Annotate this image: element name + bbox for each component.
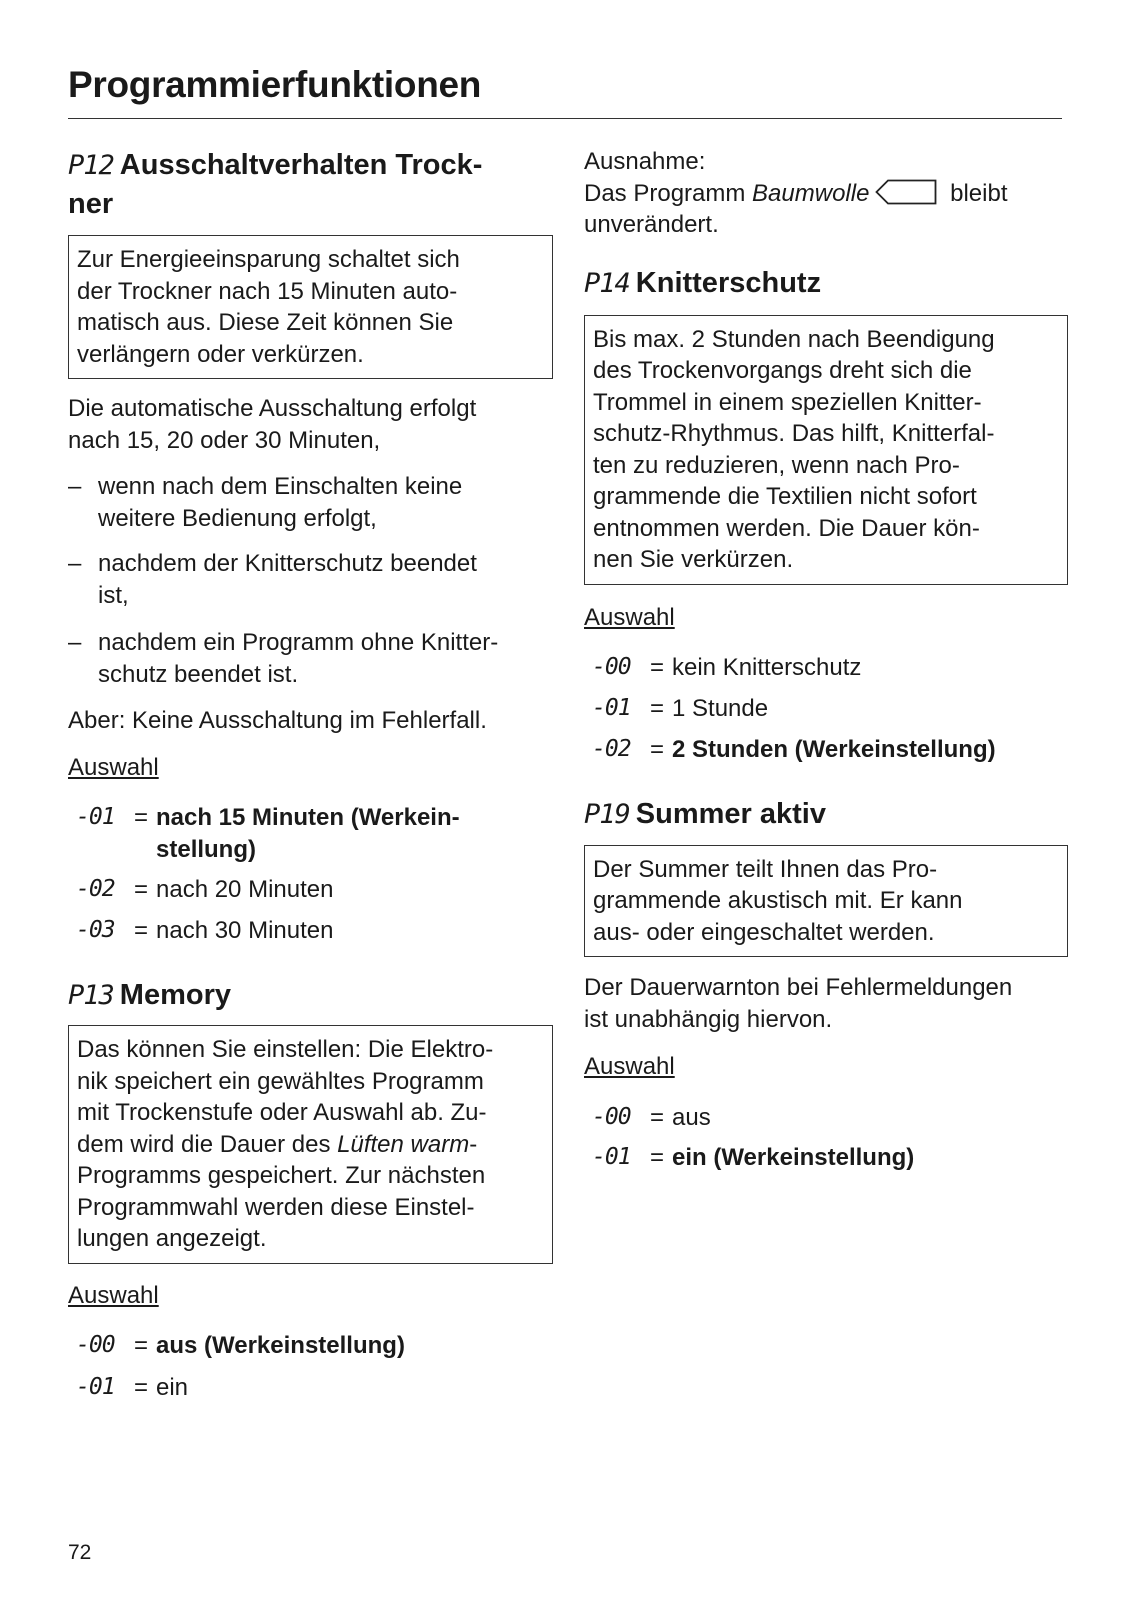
p12-options	[68, 802, 553, 946]
p12-code: P12	[68, 150, 114, 181]
exception-text: Das Programm	[584, 179, 753, 207]
text-line: ist unabhängig hiervon.	[584, 1005, 833, 1033]
bullet-line: weitere Bedienung erfolgt,	[98, 504, 377, 532]
p14-options	[584, 652, 1068, 766]
bullet-line: schutz beendet ist.	[98, 660, 299, 688]
box-text: -	[469, 1130, 478, 1158]
bullet-line: nachdem ein Programm ohne Knitter-	[98, 629, 499, 656]
option-label: 1 Stunde	[672, 694, 769, 722]
left-column	[68, 146, 553, 1403]
p13-code: P13	[68, 980, 114, 1011]
box-line: lungen angezeigt.	[77, 1225, 267, 1252]
option-label: nach 15 Minuten (Werkein-	[156, 804, 460, 831]
box-line: verlängern oder verkürzen.	[77, 340, 364, 368]
p19-auswahl-label: Auswahl	[584, 1053, 675, 1080]
p12-heading-line1: Ausschaltverhalten Trock-	[119, 149, 483, 181]
page-number: 72	[68, 1541, 92, 1564]
p12-heading	[68, 146, 553, 223]
bullet-line: wenn nach dem Einschalten keine	[98, 473, 463, 500]
exception-label: Ausnahme:	[584, 148, 706, 175]
option-row	[68, 1372, 553, 1404]
dash-marker: –	[68, 550, 82, 577]
option-code: -01	[592, 1144, 631, 1170]
option-code: -03	[76, 916, 115, 943]
option-row	[584, 652, 1068, 684]
p14-code: P14	[584, 267, 630, 299]
box-line: des Trockenvorgangs dreht sich die	[593, 357, 972, 384]
dash-marker: –	[68, 473, 82, 500]
equals-sign: =	[649, 736, 664, 763]
list-item	[68, 627, 553, 690]
equals-sign: =	[133, 1373, 148, 1401]
option-row	[68, 1330, 553, 1362]
p19-options	[584, 1102, 1068, 1174]
page-title: Programmierfunktionen	[68, 64, 482, 105]
p12-note: Aber: Keine Ausschaltung im Fehlerfall.	[68, 707, 487, 734]
p14-heading-text: Knitterschutz	[635, 266, 822, 299]
option-row	[584, 693, 1068, 725]
box-line: Programmwahl werden diese Einstel-	[77, 1193, 475, 1221]
option-label: ein	[156, 1373, 189, 1401]
box-line: aus- oder eingeschaltet werden.	[593, 918, 935, 946]
option-code: -02	[76, 876, 115, 902]
option-label: kein Knitterschutz	[672, 654, 862, 681]
box-line: Das können Sie einstellen: Die Elektro-	[77, 1036, 494, 1063]
box-line: grammende die Textilien nicht sofort	[593, 483, 977, 510]
p19-text	[584, 972, 1068, 1035]
box-line: Bis max. 2 Stunden nach Beendigung	[593, 325, 995, 353]
p19-heading	[584, 795, 1068, 834]
box-line: ten zu reduzieren, wenn nach Pro-	[593, 451, 960, 479]
box-text: dem wird die Dauer des	[77, 1130, 338, 1158]
intro-line: Die automatische Ausschaltung erfolgt	[68, 395, 477, 422]
equals-sign: =	[649, 694, 664, 722]
p13-info-box	[68, 1025, 553, 1264]
box-line	[77, 1129, 542, 1161]
p19-heading-text: Summer aktiv	[635, 797, 826, 830]
equals-sign: =	[133, 876, 148, 903]
option-row	[68, 802, 553, 865]
exception-note	[584, 146, 1068, 241]
option-label: aus (Werkeinstellung)	[156, 1332, 405, 1359]
p13-options	[68, 1330, 553, 1403]
p14-auswahl-label: Auswahl	[584, 603, 675, 631]
box-line: mit Trockenstufe oder Auswahl ab. Zu-	[77, 1099, 487, 1126]
option-row	[584, 734, 1068, 766]
option-label: ein (Werkeinstellung)	[672, 1144, 915, 1171]
option-row	[584, 1142, 1068, 1174]
option-code: -00	[592, 1103, 631, 1130]
exception-text: bleibt	[943, 179, 1008, 207]
option-label: aus	[672, 1103, 711, 1131]
bullet-line: ist,	[98, 581, 129, 609]
exception-line: unverändert.	[584, 211, 719, 238]
p13-auswahl-label: Auswahl	[68, 1281, 159, 1309]
intro-line: nach 15, 20 oder 30 Minuten,	[68, 426, 381, 454]
box-line: entnommen werden. Die Dauer kön-	[593, 514, 980, 542]
list-item	[68, 548, 553, 611]
option-code: -01	[76, 804, 115, 830]
box-line: nen Sie verkürzen.	[593, 546, 794, 573]
equals-sign: =	[649, 1144, 664, 1171]
p19-info-box	[584, 845, 1068, 958]
p13-heading	[68, 976, 553, 1015]
option-label: nach 30 Minuten	[156, 916, 334, 944]
option-row	[68, 874, 553, 906]
box-line: nik speichert ein gewähltes Programm	[77, 1067, 484, 1095]
p12-auswahl-label: Auswahl	[68, 753, 159, 781]
box-line: grammende akustisch mit. Er kann	[593, 887, 963, 914]
option-row	[68, 915, 553, 947]
p19-code: P19	[584, 798, 630, 830]
box-line: Trommel in einem speziellen Knitter-	[593, 388, 982, 416]
box-line: Der Summer teilt Ihnen das Pro-	[593, 855, 938, 883]
equals-sign: =	[649, 1103, 664, 1131]
exception-line	[584, 178, 1068, 210]
option-code: -00	[76, 1332, 115, 1358]
option-label: stellung)	[156, 835, 256, 863]
p12-intro	[68, 393, 553, 456]
option-row	[584, 1102, 1068, 1134]
list-item	[68, 471, 553, 534]
p13-heading-text: Memory	[119, 979, 231, 1011]
program-name: Baumwolle	[752, 179, 870, 207]
title-rule	[68, 118, 1062, 119]
equals-sign: =	[133, 1332, 148, 1359]
equals-sign: =	[649, 654, 664, 681]
option-code: -01	[592, 694, 631, 721]
program-name: Lüften warm	[337, 1130, 470, 1158]
option-code: -01	[76, 1373, 115, 1400]
p12-info-box	[68, 235, 553, 379]
program-symbol-icon	[875, 179, 937, 205]
box-line: der Trockner nach 15 Minuten auto-	[77, 277, 458, 305]
option-label: 2 Stunden (Werkeinstellung)	[672, 736, 996, 763]
option-label: nach 20 Minuten	[156, 876, 334, 903]
box-line: matisch aus. Diese Zeit können Sie	[77, 309, 454, 336]
equals-sign: =	[133, 916, 148, 944]
p12-heading-line2: ner	[68, 188, 114, 220]
box-line: Programms gespeichert. Zur nächsten	[77, 1162, 486, 1189]
p14-info-box	[584, 315, 1068, 585]
box-line: schutz-Rhythmus. Das hilft, Knitterfal-	[593, 420, 995, 447]
option-code: -00	[592, 654, 631, 680]
p14-heading	[584, 264, 1068, 303]
dash-marker: –	[68, 629, 82, 656]
option-code: -02	[592, 736, 631, 762]
equals-sign: =	[133, 804, 148, 831]
right-column	[584, 146, 1068, 1174]
box-line: Zur Energieeinsparung schaltet sich	[77, 246, 460, 273]
bullet-line: nachdem der Knitterschutz beendet	[98, 550, 477, 577]
text-line: Der Dauerwarnton bei Fehlermeldungen	[584, 974, 1013, 1001]
